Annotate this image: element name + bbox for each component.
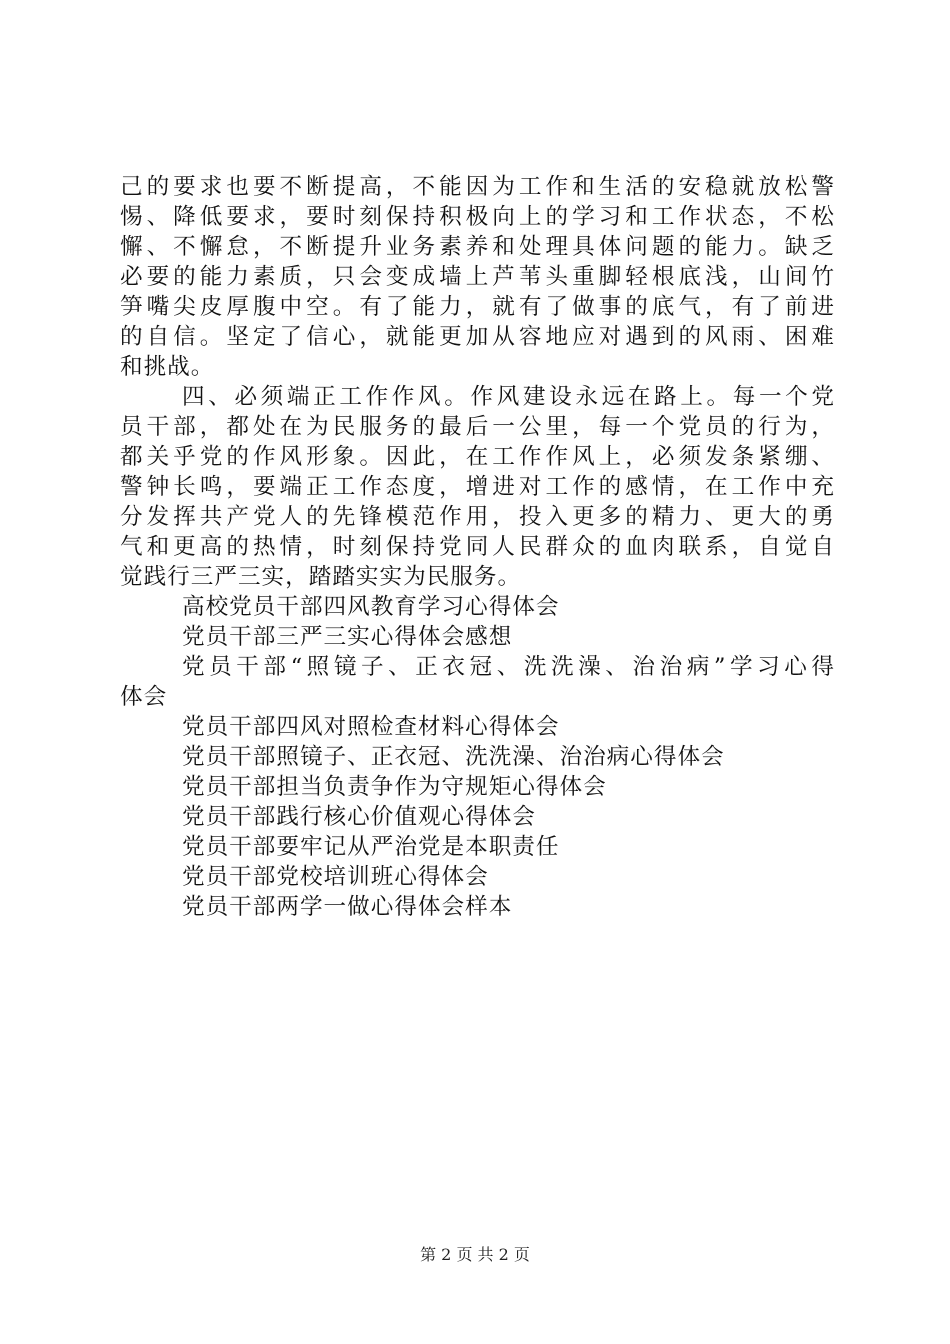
- related-link[interactable]: 党员干部三严三实心得体会感想: [182, 624, 513, 650]
- related-link[interactable]: 党员干部两学一做心得体会样本: [182, 894, 513, 920]
- text-line: 分发挥共产党人的先锋模范作用，投入更多的精力、更大的勇: [120, 504, 835, 530]
- related-link[interactable]: 党员干部要牢记从严治党是本职责任: [182, 834, 560, 860]
- text-line: 气和更高的热情，时刻保持党同人民群众的血肉联系，自觉自: [120, 534, 835, 560]
- text-line: 四、必须端正工作作风。作风建设永远在路上。每一个党: [182, 384, 835, 410]
- related-link[interactable]: 党员干部照镜子、正衣冠、洗洗澡、治治病心得体会: [182, 744, 725, 770]
- related-link[interactable]: 党员干部四风对照检查材料心得体会: [182, 714, 560, 740]
- text-line: 警钟长鸣，要端正工作态度，增进对工作的感情，在工作中充: [120, 474, 835, 500]
- paragraph-four: [120, 382, 835, 592]
- page-footer: [0, 1244, 950, 1266]
- related-link[interactable]: 党员干部践行核心价值观心得体会: [182, 804, 536, 830]
- related-link-continuation[interactable]: 体会: [120, 684, 168, 710]
- text-line: 笋嘴尖皮厚腹中空。有了能力，就有了做事的底气，有了前进: [120, 294, 835, 320]
- paragraph-continuation: [120, 172, 835, 382]
- text-line: 都关乎党的作风形象。因此，在工作作风上，必须发条紧绷、: [120, 444, 835, 470]
- related-links-list: [120, 592, 835, 922]
- text-line: 惕、降低要求，要时刻保持积极向上的学习和工作状态，不松: [120, 204, 835, 230]
- text-line: 和挑战。: [120, 354, 215, 380]
- text-line: 必要的能力素质，只会变成墙上芦苇头重脚轻根底浅，山间竹: [120, 264, 835, 290]
- related-link[interactable]: 党员干部“照镜子、正衣冠、洗洗澡、治治病”学习心得: [182, 654, 835, 680]
- text-line: 己的要求也要不断提高，不能因为工作和生活的安稳就放松警: [120, 174, 835, 200]
- document-body: [120, 172, 835, 922]
- related-link[interactable]: 党员干部党校培训班心得体会: [182, 864, 489, 890]
- text-line: 懈、不懈怠，不断提升业务素养和处理具体问题的能力。缺乏: [120, 234, 835, 260]
- text-line: 员干部，都处在为民服务的最后一公里，每一个党员的行为，: [120, 414, 835, 440]
- page-number: 第 2 页 共 2 页: [420, 1245, 530, 1264]
- text-line: 的自信。坚定了信心，就能更加从容地应对遇到的风雨、困难: [120, 324, 835, 350]
- text-line: 觉践行三严三实，踏踏实实为民服务。: [120, 564, 522, 590]
- related-link[interactable]: 高校党员干部四风教育学习心得体会: [182, 594, 560, 620]
- related-link[interactable]: 党员干部担当负责争作为守规矩心得体会: [182, 774, 607, 800]
